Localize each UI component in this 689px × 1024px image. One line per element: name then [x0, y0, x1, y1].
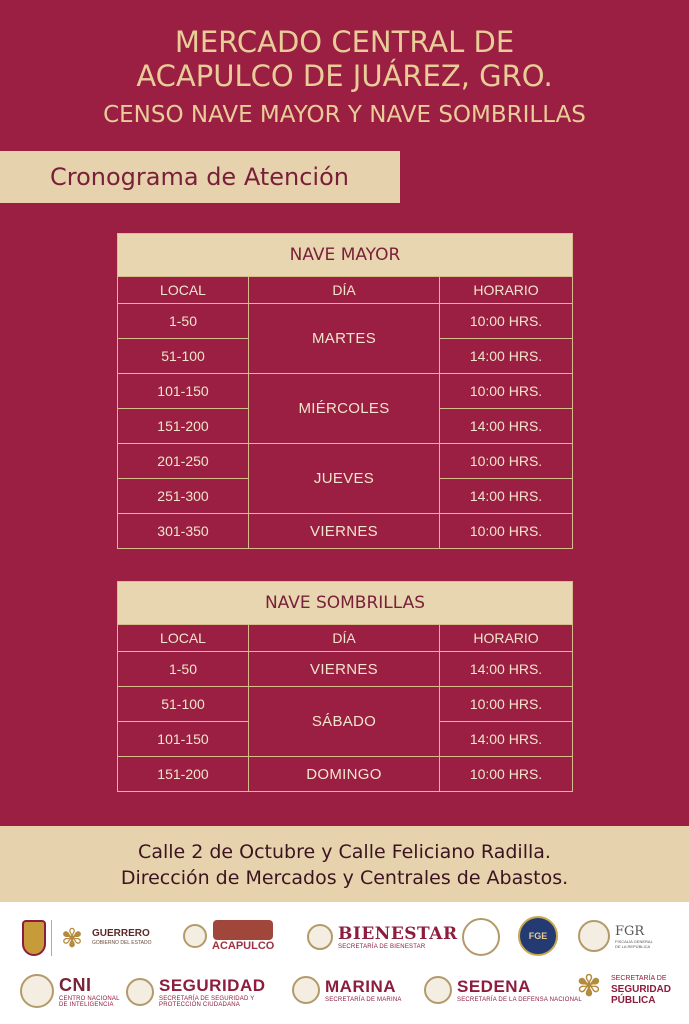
table-row: [118, 652, 573, 687]
day-cell: VIERNES: [249, 514, 440, 549]
seguridad-logo: [126, 976, 269, 1008]
fgr-sub: FISCALÍA GENERAL DE LA REPÚBLICA: [615, 938, 653, 949]
horario-cell: 10:00 HRS.: [440, 374, 573, 409]
horario-cell: 14:00 HRS.: [440, 479, 573, 514]
local-cell: 51-100: [118, 687, 249, 722]
seguridad-sub: SECRETARÍA DE SEGURIDAD Y PROTECCIÓN CIUDADANA: [159, 996, 255, 1008]
table-row: [118, 374, 573, 409]
day-cell: MARTES: [249, 304, 440, 374]
day-cell: VIERNES: [249, 652, 440, 687]
horario-cell: 10:00 HRS.: [440, 757, 573, 792]
table-row: [118, 444, 573, 479]
horario-cell: 14:00 HRS.: [440, 652, 573, 687]
day-cell: DOMINGO: [249, 757, 440, 792]
ssp-logo: [572, 972, 671, 1006]
eagle-seal-logo: [462, 918, 500, 956]
acapulco-logo: [183, 920, 274, 952]
sedena-logo: [424, 976, 582, 1004]
acapulco-name: ACAPULCO: [212, 940, 275, 952]
local-cell: 251-300: [118, 479, 249, 514]
guerrero-logo: [22, 920, 151, 956]
local-cell: 101-150: [118, 374, 249, 409]
fge-badge-icon: [518, 916, 558, 956]
marina-logo: [292, 976, 402, 1004]
local-cell: 101-150: [118, 722, 249, 757]
horario-cell: 14:00 HRS.: [440, 409, 573, 444]
horario-cell: 10:00 HRS.: [440, 687, 573, 722]
local-cell: 201-250: [118, 444, 249, 479]
subtitle: CENSO NAVE MAYOR Y NAVE SOMBRILLAS: [103, 102, 586, 128]
table-row: [118, 304, 573, 339]
horario-cell: 10:00 HRS.: [440, 444, 573, 479]
fge-label: FGE: [528, 931, 548, 941]
department-line: Dirección de Mercados y Centrales de Abastos.: [120, 867, 569, 889]
table-row: [118, 514, 573, 549]
bienestar-sub: SECRETARÍA DE BIENESTAR: [338, 944, 426, 950]
cni-seal-icon: [20, 974, 54, 1008]
title-line-2: ACAPULCO DE JUÁREZ, GRO.: [136, 59, 553, 93]
address-footer: [0, 826, 689, 902]
bienestar-logo: [307, 924, 458, 950]
marina-name: MARINA: [325, 977, 396, 996]
bienestar-name: BIENESTAR: [338, 924, 458, 944]
local-cell: 151-200: [118, 757, 249, 792]
horario-cell: 10:00 HRS.: [440, 304, 573, 339]
table-row: [118, 687, 573, 722]
marina-sub: SECRETARÍA DE MARINA: [325, 997, 402, 1003]
table-title: NAVE MAYOR: [118, 234, 573, 277]
column-header-horario: HORARIO: [440, 625, 573, 652]
state-crest-icon: [22, 920, 46, 956]
local-cell: 151-200: [118, 409, 249, 444]
column-header-dia: DÍA: [249, 625, 440, 652]
column-header-local: LOCAL: [118, 625, 249, 652]
column-header-horario: HORARIO: [440, 277, 573, 304]
local-cell: 301-350: [118, 514, 249, 549]
fge-logo: [518, 916, 558, 956]
ssp-ornament-icon: ✾: [576, 970, 602, 1003]
column-header-dia: DÍA: [249, 277, 440, 304]
banner-label: Cronograma de Atención: [50, 163, 349, 191]
cni-sub: CENTRO NACIONAL DE INTELIGENCIA: [59, 995, 120, 1008]
divider: [51, 920, 52, 956]
ssp-line1: SECRETARÍA DE: [611, 974, 667, 982]
bienestar-seal-icon: [307, 924, 333, 950]
fgr-name: FGR: [615, 923, 645, 939]
column-header-local: LOCAL: [118, 277, 249, 304]
guerrero-ornament-icon: ✾: [61, 923, 83, 953]
logo-strip: [0, 902, 689, 1024]
eagle-seal-icon: [462, 918, 500, 956]
day-cell: SÁBADO: [249, 687, 440, 757]
local-cell: 51-100: [118, 339, 249, 374]
day-cell: MIÉRCOLES: [249, 374, 440, 444]
acapulco-seal-icon: [183, 924, 207, 948]
seguridad-name: SEGURIDAD: [159, 976, 266, 995]
horario-cell: 14:00 HRS.: [440, 722, 573, 757]
schedule-banner: [0, 151, 400, 203]
fgr-seal-icon: [578, 920, 610, 952]
local-cell: 1-50: [118, 652, 249, 687]
fgr-logo: [578, 920, 659, 952]
table-title: NAVE SOMBRILLAS: [118, 582, 573, 625]
faces-illustration-icon: [213, 920, 273, 940]
marina-seal-icon: [292, 976, 320, 1004]
ssp-line2: SEGURIDAD: [611, 983, 672, 995]
day-cell: JUEVES: [249, 444, 440, 514]
guerrero-sub: GOBIERNO DEL ESTADO: [92, 940, 152, 946]
horario-cell: 10:00 HRS.: [440, 514, 573, 549]
nave-mayor-table: [117, 233, 573, 549]
nave-sombrillas-table: [117, 581, 573, 792]
cni-name: CNI: [59, 974, 92, 995]
sedena-name: SEDENA: [457, 977, 531, 996]
local-cell: 1-50: [118, 304, 249, 339]
sedena-sub: SECRETARÍA DE LA DEFENSA NACIONAL: [457, 997, 582, 1003]
title-line-1: MERCADO CENTRAL DE: [174, 25, 515, 59]
seguridad-seal-icon: [126, 978, 154, 1006]
table-row: [118, 757, 573, 792]
guerrero-name: GUERRERO: [92, 928, 150, 939]
cni-logo: [20, 974, 121, 1008]
horario-cell: 14:00 HRS.: [440, 339, 573, 374]
ssp-line3: PÚBLICA: [611, 994, 656, 1006]
address-line: Calle 2 de Octubre y Calle Feliciano Radilla.: [138, 841, 551, 863]
sedena-seal-icon: [424, 976, 452, 1004]
